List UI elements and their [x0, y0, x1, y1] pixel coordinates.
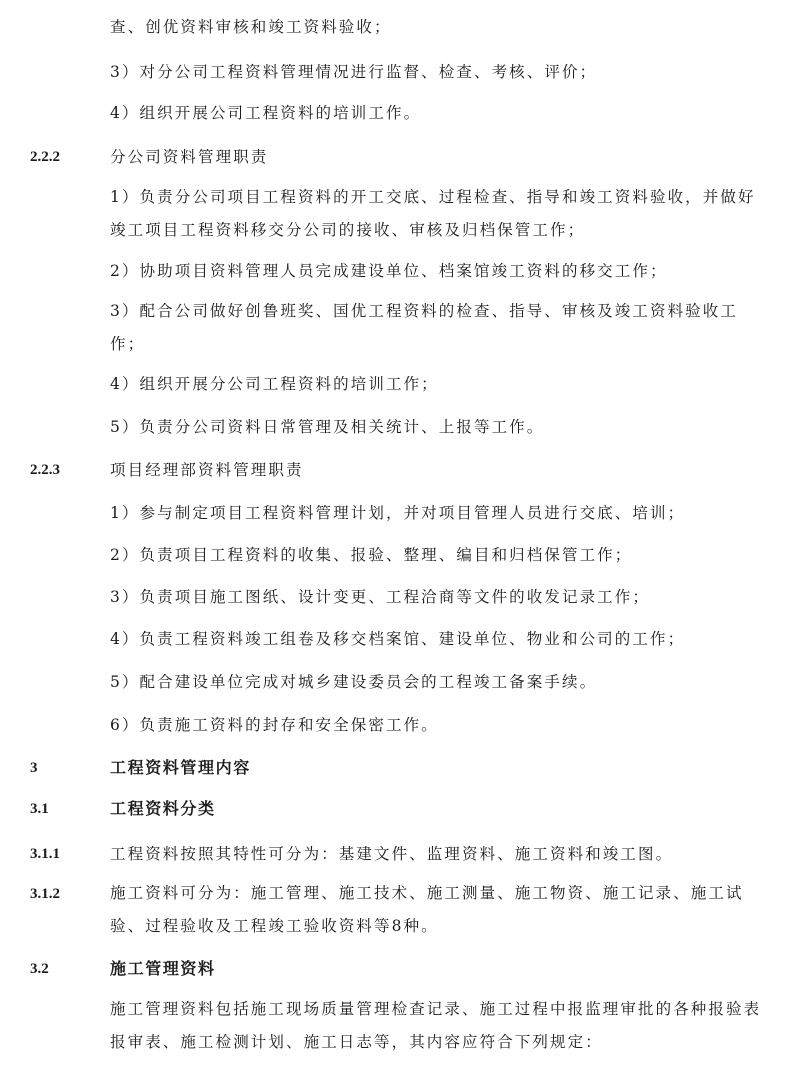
section-number-3-2: 3.2 — [30, 961, 49, 977]
section-number-2-2-2: 2.2.2 — [30, 149, 60, 165]
section-title-2-2-3: 项目经理部资料管理职责 — [110, 461, 304, 479]
top-item-3: 3）对分公司工程资料管理情况进行监督、检查、考核、评价； — [110, 63, 598, 81]
s222-item-1: 1）负责分公司项目工程资料的开工交底、过程检查、指导和竣工资料验收，并做好竣工项目工程资料移交分公司的接收、审核及归档保管工作； — [110, 188, 756, 239]
top-fragment-text: 查、创优资料审核和竣工资料验收； — [110, 18, 392, 36]
s311-text: 工程资料按照其特性可分为：基建文件、监理资料、施工资料和竣工图。 — [110, 845, 674, 863]
s223-item-5: 5）配合建设单位完成对城乡建设委员会的工程竣工备案手续。 — [110, 673, 598, 691]
s223-item-1: 1）参与制定项目工程资料管理计划，并对项目管理人员进行交底、培训； — [110, 504, 686, 522]
s222-item-5: 5）负责分公司资料日常管理及相关统计、上报等工作。 — [110, 418, 545, 436]
section-number-3-1: 3.1 — [30, 801, 49, 817]
s223-item-4: 4）负责工程资料竣工组卷及移交档案馆、建设单位、物业和公司的工作； — [110, 630, 686, 648]
section-title-3-1: 工程资料分类 — [110, 799, 216, 818]
s223-item-3: 3）负责项目施工图纸、设计变更、工程洽商等文件的收发记录工作； — [110, 588, 650, 606]
s222-item-4: 4）组织开展分公司工程资料的培训工作； — [110, 375, 439, 393]
section-number-3: 3 — [30, 760, 38, 776]
section-number-3-1-2: 3.1.2 — [30, 886, 60, 902]
top-item-4: 4）组织开展公司工程资料的培训工作。 — [110, 104, 422, 122]
section-title-2-2-2: 分公司资料管理职责 — [110, 148, 269, 166]
s223-item-2: 2）负责项目工程资料的收集、报验、整理、编目和归档保管工作； — [110, 546, 633, 564]
s223-item-6: 6）负责施工资料的封存和安全保密工作。 — [110, 716, 439, 734]
section-title-3: 工程资料管理内容 — [110, 758, 251, 777]
section-number-2-2-3: 2.2.3 — [30, 462, 60, 478]
s312-text: 施工资料可分为：施工管理、施工技术、施工测量、施工物资、施工记录、施工试验、过程验收及工程竣工验收资料等8种。 — [110, 884, 744, 935]
section-number-3-1-1: 3.1.1 — [30, 846, 60, 862]
section-title-3-2: 施工管理资料 — [110, 959, 216, 978]
s222-item-2: 2）协助项目资料管理人员完成建设单位、档案馆竣工资料的移交工作； — [110, 262, 668, 280]
s222-item-3: 3）配合公司做好创鲁班奖、国优工程资料的检查、指导、审核及竣工资料验收工作； — [110, 302, 738, 353]
s32-text: 施工管理资料包括施工现场质量管理检查记录、施工过程中报监理审批的各种报验表报审表、施工检测计划、施工日志等，其内容应符合下列规定： — [110, 1000, 762, 1051]
